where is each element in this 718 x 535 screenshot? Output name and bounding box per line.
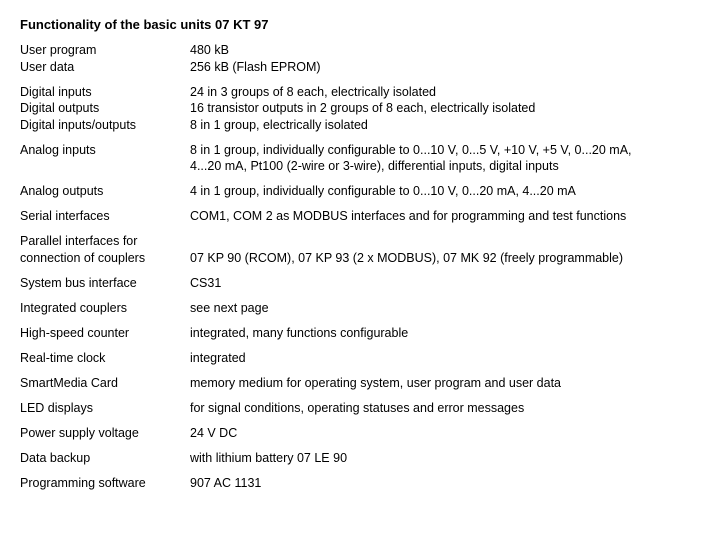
spec-label: Integrated couplers xyxy=(20,300,128,315)
spec-value: 24 in 3 groups of 8 each, electrically isolated xyxy=(190,84,436,99)
spec-group xyxy=(20,84,710,134)
spec-group xyxy=(20,275,710,292)
spec-label: Data backup xyxy=(20,450,91,465)
spec-label: Digital inputs/outputs xyxy=(20,117,137,132)
spec-value: CS31 xyxy=(190,275,222,290)
spec-row xyxy=(20,208,710,225)
spec-group xyxy=(20,300,710,317)
spec-value: 480 kB xyxy=(190,43,229,57)
spec-label: Parallel interfaces for connection of couplers xyxy=(20,234,146,265)
spec-row xyxy=(20,400,710,417)
spec-row xyxy=(20,300,710,317)
spec-group xyxy=(20,475,710,492)
spec-label: LED displays xyxy=(20,400,93,415)
spec-value: 07 KP 90 (RCOM), 07 KP 93 (2 x MODBUS), 07 MK 92 (freely programmable) xyxy=(190,250,624,265)
spec-group xyxy=(20,142,710,175)
spec-row xyxy=(20,475,710,492)
spec-group xyxy=(20,375,710,392)
spec-label: System bus interface xyxy=(20,275,137,290)
spec-group xyxy=(20,183,710,200)
spec-row xyxy=(20,142,710,175)
spec-value: 256 kB (Flash EPROM) xyxy=(190,59,321,74)
spec-value: 8 in 1 group, electrically isolated xyxy=(190,117,368,132)
spec-value: integrated, many functions configurable xyxy=(190,325,409,340)
spec-group xyxy=(20,325,710,342)
spec-row xyxy=(20,375,710,392)
spec-row xyxy=(20,233,710,266)
spec-label: User data xyxy=(20,59,75,74)
spec-row xyxy=(20,59,710,76)
spec-label: Programming software xyxy=(20,475,146,490)
spec-value: integrated xyxy=(190,350,246,365)
spec-row xyxy=(20,450,710,467)
spec-label: Serial interfaces xyxy=(20,209,110,223)
spec-label: Real-time clock xyxy=(20,350,106,365)
spec-value: 24 V DC xyxy=(190,425,238,440)
spec-value: with lithium battery 07 LE 90 xyxy=(190,450,348,465)
spec-label: User program xyxy=(20,43,97,57)
spec-row xyxy=(20,350,710,367)
spec-value: 8 in 1 group, individually configurable to 0...10 V, 0...5 V, +10 V, +5 V, 0...20 mA, 4...20 mA, Pt100 (2-wire or 3-wire), differential inputs, digital inputs xyxy=(190,142,632,173)
spec-label: Digital inputs xyxy=(20,84,92,99)
spec-row xyxy=(20,42,710,59)
spec-group xyxy=(20,425,710,442)
spec-group xyxy=(20,400,710,417)
spec-label: Analog outputs xyxy=(20,184,104,198)
spec-group xyxy=(20,233,710,266)
spec-row xyxy=(20,425,710,442)
spec-value: COM1, COM 2 as MODBUS interfaces and for programming and test functions xyxy=(190,209,627,223)
spec-group xyxy=(20,42,710,75)
spec-value: 16 transistor outputs in 2 groups of 8 each, electrically isolated xyxy=(190,101,536,115)
spec-sheet xyxy=(20,16,710,500)
spec-row xyxy=(20,325,710,342)
spec-row xyxy=(20,100,710,117)
spec-label: Analog inputs xyxy=(20,142,96,157)
spec-group xyxy=(20,350,710,367)
spec-group xyxy=(20,208,710,225)
spec-label: Power supply voltage xyxy=(20,425,139,440)
spec-value: see next page xyxy=(190,300,269,315)
spec-group xyxy=(20,450,710,467)
spec-value: memory medium for operating system, user program and user data xyxy=(190,375,561,390)
spec-label: SmartMedia Card xyxy=(20,375,118,390)
spec-value: 907 AC 1131 xyxy=(190,475,262,490)
spec-label: Digital outputs xyxy=(20,101,100,115)
spec-row xyxy=(20,183,710,200)
spec-row xyxy=(20,275,710,292)
spec-table xyxy=(20,42,710,491)
spec-label: High-speed counter xyxy=(20,325,130,340)
spec-row xyxy=(20,84,710,101)
spec-value: for signal conditions, operating statuses and error messages xyxy=(190,400,525,415)
page-title: Functionality of the basic units 07 KT 97 xyxy=(20,17,269,32)
spec-row xyxy=(20,117,710,134)
spec-value: 4 in 1 group, individually configurable to 0...10 V, 0...20 mA, 4...20 mA xyxy=(190,184,576,198)
